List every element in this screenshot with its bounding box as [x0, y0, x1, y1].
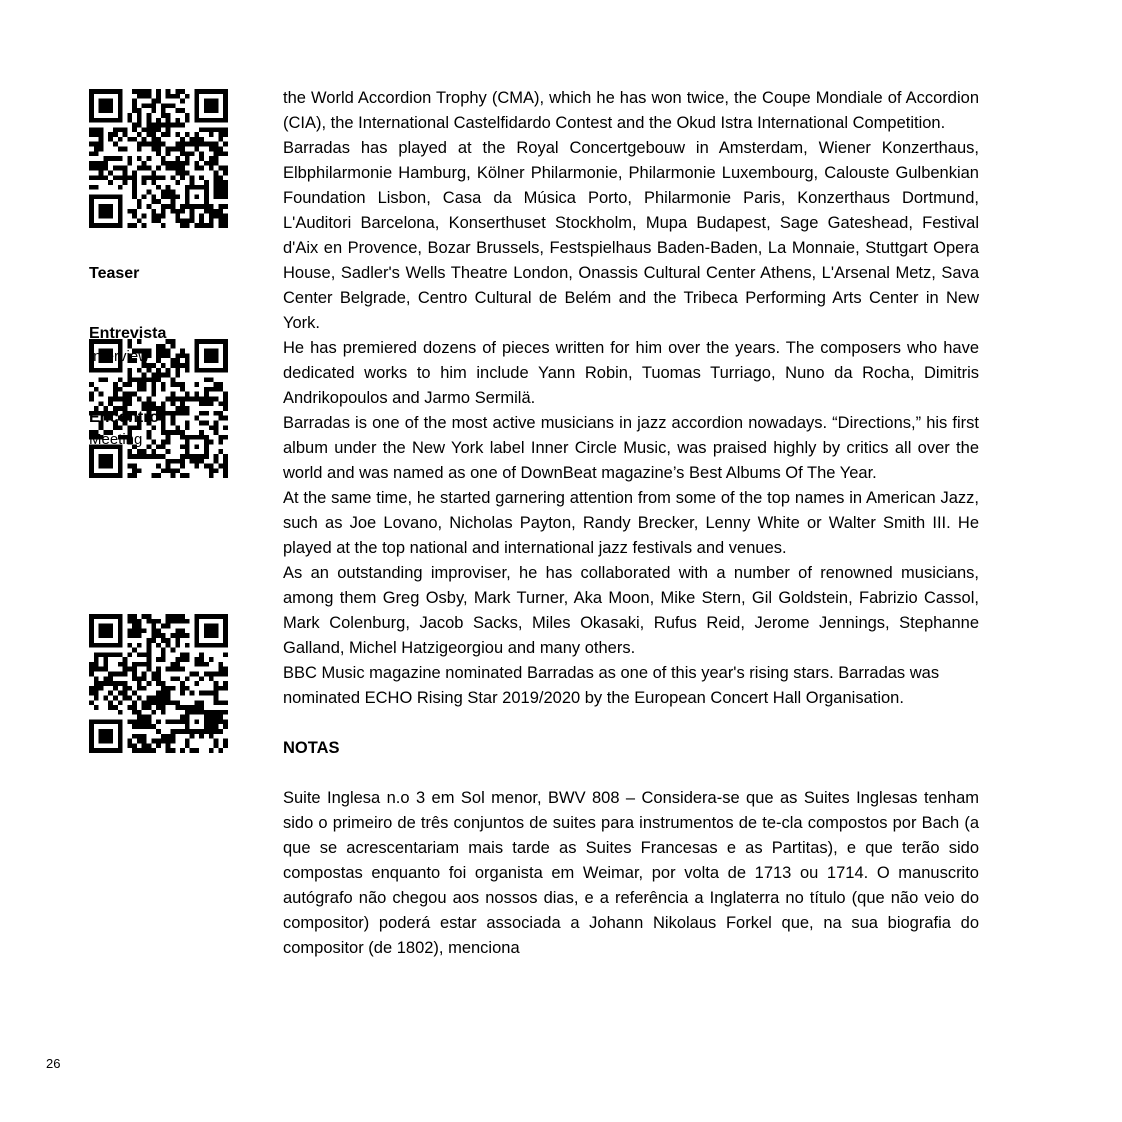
notas-paragraph: Suite Inglesa n.o 3 em Sol menor, BWV 808 – Considera-se que as Suites Inglesas tenham sido o primeiro de três conjuntos de suites para instrumentos de te-cla compostos por Bach (a que se acrescentariam mais tarde as Suites Francesas e as Partitas), e que terão sido compostas enquanto foi organista em Weimar, por volta de 1713 ou 1714. O manuscrito autógrafo não chegou aos nossos dias, e a referência a Inglaterra no título (que não veio do compositor) poderá estar associada a Johann Nikolaus Forkel que, na sua biografia do compositor (de 1802), menciona [283, 789, 979, 957]
meeting-label: Encontro [89, 409, 160, 426]
body-paragraph: the World Accordion Trophy (CMA), which he has won twice, the Coupe Mondiale of Accordion (CIA), the International Castelfidardo Contest and the Okud Istra International Competition. [283, 89, 979, 132]
meeting-qr-code-icon[interactable] [89, 614, 228, 753]
main-text-column [283, 86, 979, 961]
body-paragraph: He has premiered dozens of pieces written for him over the years. The composers who have dedicated works to him include Yann Robin, Tuomas Turriago, Nuno da Rocha, Dimitris Andrikopoulos and Jarmo Sermilä. [283, 339, 979, 407]
body-paragraph: At the same time, he started garnering attention from some of the top names in American Jazz, such as Joe Lovano, Nicholas Payton, Randy Brecker, Lenny White or Walter Smith III. He played at the top national and international jazz festivals and venues. [283, 489, 979, 557]
teaser-label: Teaser [89, 265, 140, 282]
interview-sublabel: Interview [89, 348, 150, 365]
body-paragraph: As an outstanding improviser, he has collaborated with a number of renowned musicians, among them Greg Osby, Mark Turner, Aka Moon, Mike Stern, Gil Goldstein, Fabrizio Cassol, Mark Colenburg, Jacob Sacks, Miles Okasaki, Rufus Reid, Jerome Jennings, Stephanne Galland, Michel Hatzigeorgiou and many others. [283, 564, 979, 657]
body-paragraph: Barradas is one of the most active musicians in jazz accordion nowadays. “Directions,” his first album under the New York label Inner Circle Music, was praised highly by critics all over the world and was named as one of DownBeat magazine’s Best Albums Of The Year. [283, 414, 979, 482]
page-number: 26 [46, 1056, 61, 1071]
teaser-qr-code-icon[interactable] [89, 89, 228, 228]
interview-label: Entrevista [89, 325, 167, 342]
body-paragraph: Barradas has played at the Royal Concertgebouw in Amsterdam, Wiener Konzerthaus, Elbphilarmonie Hamburg, Kölner Philarmonie, Philarmonie Luxembourg, Calouste Gulbenkian Foundation Lisbon, Casa da Música Porto, Philarmonie Paris, Konzerthaus Dortmund, L'Auditori Barcelona, Konserthuset Stockholm, Mupa Budapest, Sage Gateshead, Festival d'Aix en Provence, Bozar Brussels, Festspielhaus Baden-Baden, La Monnaie, Stuttgart Opera House, Sadler's Wells Theatre London, Onassis Cultural Center Athens, L'Arsenal Metz, Sava Center Belgrade, Centro Cultural de Belém and the Tribeca Performing Arts Center in New York. [283, 139, 979, 332]
notas-heading: NOTAS [283, 739, 340, 757]
body-paragraph: BBC Music magazine nominated Barradas as one of this year's rising stars. Barradas was nominated ECHO Rising Star 2019/2020 by the European Concert Hall Organisation. [283, 664, 940, 707]
meeting-sublabel: Meeting [89, 431, 143, 448]
